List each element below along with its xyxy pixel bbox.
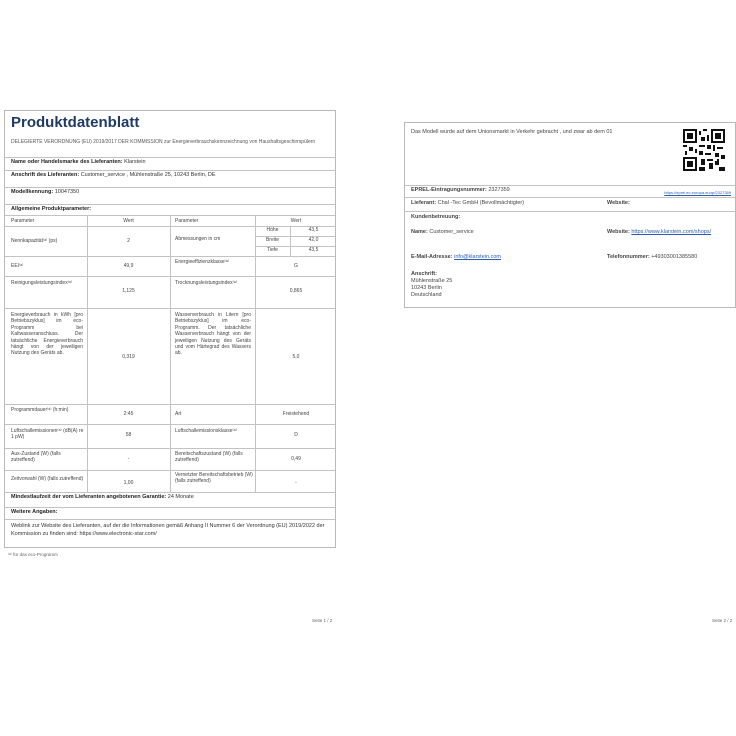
param-value: Freistehend [282,411,310,417]
qr-code-icon [683,129,725,171]
dim-label: Breite [265,237,280,243]
website2-label: Website: [607,229,630,235]
dim-label: Tiefe [267,247,278,253]
address-label: Anschrift des Lieferanten: [11,172,80,178]
footnote: ⁽ᵃ⁾ für das eco-Programm [8,552,58,557]
param-label: Bereitschaftszustand (W) (falls zutreffend) [175,451,243,464]
param-value: 58 [125,432,132,438]
param-value: - [295,480,297,486]
param-label: Reinigungsleistungsindex⁽ᵃ⁾ [11,280,73,286]
supplier-frame [404,122,736,308]
param-value: 0,865 [289,288,303,294]
dim-value: 43,5 [308,227,319,233]
website-label: Website: [607,200,630,206]
anschrift-city: 10243 Berlin [411,285,442,291]
param-label: Wasserverbrauch in Litern [pro Betriebszyklus] im eco-Programm. Der tatsächliche Wasserverbrauch hängt von der jeweiligen Nutzung des Geräts und vom Härtegrad des Wassers ab. [175,312,251,357]
anschrift-street: Mühlenstraße 25 [411,278,453,284]
param-label: Nennkapazität⁽ᵃ⁾ (ps) [11,238,58,244]
param-label: Vernetzter Bereitschaftsbetrieb (W) (falls zutreffend) [175,472,253,485]
col-header-value-right: Wert [290,218,302,224]
warranty-row [5,492,335,504]
param-label: Energieverbrauch in kWh [pro Betriebszyklus] im eco-Programm bei Kaltwasseranschluss. Der tatsächliche Energieverbrauch hängt von der jeweiligen Nutzung des Geräts ab. [11,312,83,357]
model-row [5,187,335,200]
param-value: - [127,456,130,462]
phone-label: Telefonnummer: [607,254,650,260]
regulation-subtitle: DELEGIERTE VERORDNUNG (EU) 2019/2017 DER KOMMISSION zur Energieverbrauchskennzeichnung von Haushaltsgeschirrspülern [11,139,316,145]
param-label: Art [175,411,182,417]
params-heading: Allgemeine Produktparameter: [5,204,335,215]
param-value: 0,319 [122,354,135,360]
address-row [5,170,335,183]
param-label: Luftschallemissionen⁽ᵃ⁾ (dB(A) re 1 pW) [11,428,84,441]
supplier-row [5,157,335,170]
anschrift-country: Deutschland [411,292,442,298]
datasheet-frame [4,110,336,548]
email-row [411,254,501,261]
param-label: Zeitvorwahl (W) (falls zutreffend) [11,476,84,482]
param-label: Abmessungen in cm [175,236,221,242]
supplier-label: Name oder Handelsmarke des Lieferanten: [11,159,123,165]
page-number: Seite 1 / 2 [312,618,333,623]
name-row [411,229,474,236]
param-value: 1,00 [123,480,134,486]
param-value: D [294,432,298,438]
lieferant-label: Lieferant: [411,200,437,206]
param-value: 0,49 [291,456,301,462]
param-value: 5,0 [292,354,300,360]
address-value: Customer_service , Mühlenstraße 25, 10243 Berlin, DE [80,172,216,178]
model-value: 10047350 [54,189,80,195]
model-label: Modellkennung: [11,189,54,195]
eprel-label: EPREL-Eintragungsnummer: [411,187,487,193]
param-value: 49,9 [123,263,134,269]
param-label: Energieeffizienzklasse⁽ᵃ⁾ [175,259,229,265]
col-header-value-left: Wert [123,218,134,224]
params-table [5,215,335,493]
eprel-row [411,187,510,194]
param-label: Trocknungsleistungsindex⁽ᵃ⁾ [175,280,237,286]
website2-row [607,229,735,236]
page-title: Produktdatenblatt [11,114,140,131]
supplier-value: Klarstein [124,159,146,165]
page-2 [404,110,736,630]
further-heading: Weitere Angaben: [5,507,335,519]
warranty-label: Mindestlaufzeit der vom Lieferanten angebotenen Garantie: [11,494,167,500]
col-header-param-right: Parameter [175,218,199,224]
param-label: EEI⁽ᵃ⁾ [11,263,24,269]
param-value: 2:45 [123,411,134,417]
param-value: 2 [127,238,130,244]
name-label: Name: [411,229,428,235]
market-text: Das Modell wurde auf dem Unionsmarkt in Verkehr gebracht , und zwar ab dem 01 [411,129,613,135]
kundenbetreuung-heading: Kundenbetreuung: [411,214,461,220]
param-label: Aus-Zustand (W) (falls zutreffend) [11,451,61,464]
anschrift-block [411,271,452,299]
param-label: Luftschallemissionsklasse⁽ᵃ⁾ [175,428,237,434]
email-label: E-Mail-Adresse: [411,254,453,260]
phone-value: +493030013855​80 [651,254,698,260]
dim-value: 42,0 [308,237,319,243]
page-1 [2,110,336,630]
warranty-value: 24 Monate [167,494,194,500]
eprel-link[interactable]: https://eprel.ec.europa.eu/qr/2327359 [664,190,731,195]
name-value: Customer_service [429,229,474,235]
email-link[interactable]: info@klarstein.com [454,254,501,260]
phone-row [607,254,697,261]
website2-link[interactable]: https://www.klarstein.com/shops/ [631,229,712,235]
lieferant-row [411,200,524,207]
eprel-value: 2327359 [488,187,510,193]
col-header-param-left: Parameter [11,218,35,224]
param-value: G [294,263,298,269]
page-number: Seite 2 / 2 [712,618,733,623]
param-label: Programmdauer⁽ᵃ⁾ (h:min) [11,407,69,413]
further-text: Weblink zur Website des Lieferanten, auf der die Informationen gemäß Anhang II Nummer 6 der Verordnung (EU) 2019/2022 der Kommission zu finden sind: https://www.electronic-star.com/ [11,523,325,537]
dim-label: Höhe [266,227,279,233]
lieferant-value: Chal -Tec GmbH (Bevollmächtigter) [437,200,525,206]
param-value: 1,125 [122,288,135,294]
anschrift-label: Anschrift: [411,271,437,277]
dim-value: 43,5 [308,247,319,253]
further-info [5,519,335,547]
